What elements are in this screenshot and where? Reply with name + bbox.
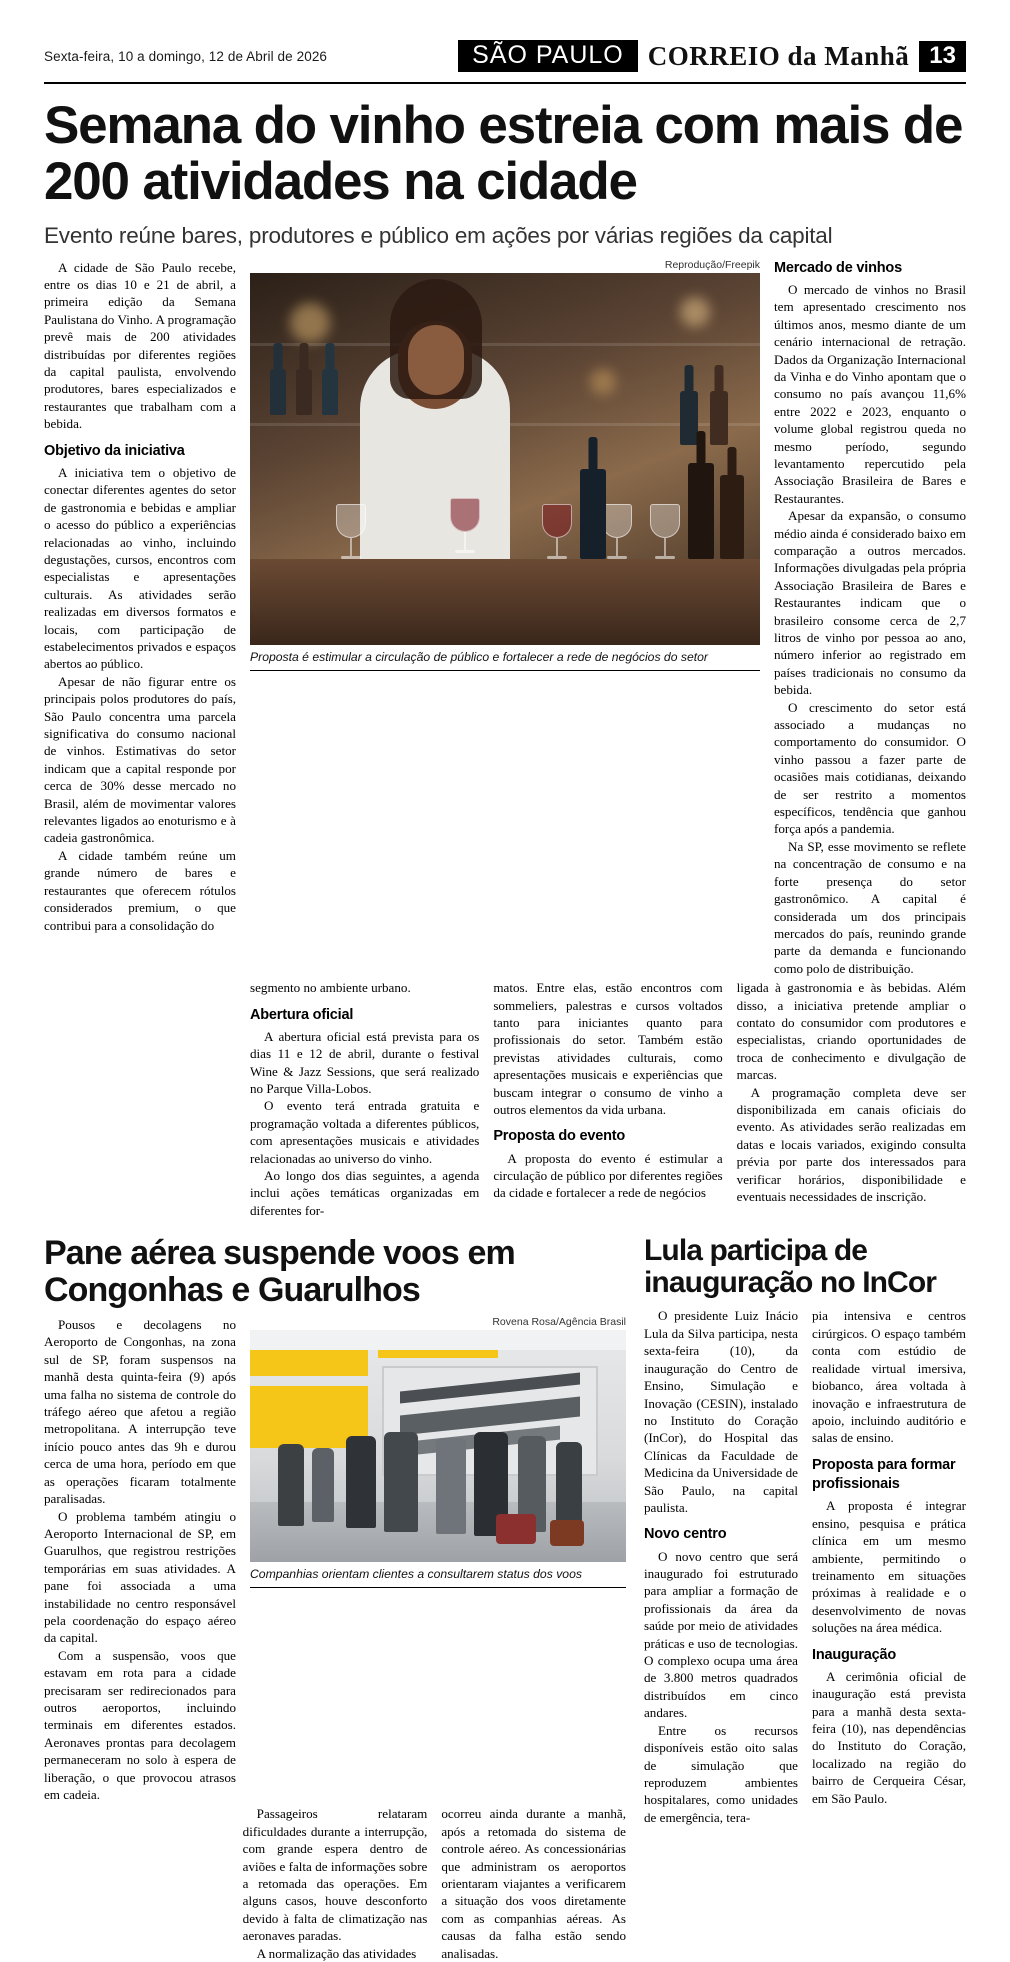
story3-headline: Lula participa de inauguração no InCor xyxy=(644,1234,937,1300)
paragraph: Apesar da expansão, o consumo médio ainda é considerado baixo em comparação a outros mercados. Informações divulgadas pela própria Associação Brasileira de Bares e Restaurantes indicam que o brasileiro consome cerca de 2,7 litros de vinho por pessoa ao ano, número inferior ao registrado em países tradicionais no consumo da bebida. xyxy=(774,508,966,698)
lead-column-2 xyxy=(250,979,479,1219)
story-pane-aerea xyxy=(44,1235,626,1962)
masthead-right xyxy=(458,40,966,72)
paragraph: O novo centro que será inaugurado foi estruturado para ampliar a formação de profissionais da área da saúde por meio de atividades práticas e uso de tecnologias. O complexo ocupa uma área de 3.800 metros quadrados distribuídos em cinco andares. xyxy=(644,1548,798,1721)
lead-top-grid xyxy=(44,259,966,978)
paragraph: O presidente Luiz Inácio Lula da Silva participa, nesta sexta-feira (10), da inauguração do Centro de Ensino, Simulação e Inovação (CESIN), instalado no Instituto do Coração (InCor), do Hospital das Clínicas da Faculdade de Medicina da Universidade de São Paulo, na capital paulista. xyxy=(644,1308,798,1515)
story2-column-3 xyxy=(441,1805,626,1962)
story2-bottom xyxy=(44,1805,626,1962)
paragraph: Entre os recursos disponíveis estão oito salas de simulação que reproduzem ambientes hospitalares, como unidades de emergência, tera- xyxy=(644,1722,798,1825)
photo-credit: Reprodução/Freepik xyxy=(664,258,760,271)
paragraph: Apesar de não figurar entre os principais polos produtores do país, São Paulo concentra uma parcela significativa do consumo nacional de vinhos. Estimativas do setor indicam que a capital responde por cerca de 30% desse mercado no Brasil, além de movimentar valores relevantes ligados ao enoturismo e à cadeia gastronômica. xyxy=(44,673,236,846)
lead-subhead: Evento reúne bares, produtores e público em ações por várias regiões da capital xyxy=(44,222,833,248)
masthead-divider xyxy=(44,82,966,84)
story3-column-1 xyxy=(644,1307,798,1826)
paragraph: A cidade também reúne um grande número de bares e restaurantes que oferecem rótulos considerados premium, o que contribui para a consolidação do xyxy=(44,847,236,933)
lead-column-1 xyxy=(44,259,236,978)
lead-column-3 xyxy=(493,979,722,1219)
lead-continuation xyxy=(250,979,966,1219)
subhead-proposta: Proposta do evento xyxy=(493,1128,626,1145)
subhead-novo-centro: Novo centro xyxy=(644,1526,727,1543)
paragraph: ocorreu ainda durante a manhã, após a retomada do sistema de controle aéreo. As concessionárias que administram os aeroportos orientaram viajantes a verificarem a situação dos voos diretamente com as companhias aéreas. As causas da falha estão sendo analisadas. xyxy=(441,1806,626,1961)
page-number-badge: 13 xyxy=(919,41,966,72)
photo-caption: Companhias orientam clientes a consultarem status dos voos xyxy=(250,1562,626,1588)
photo-caption: Proposta é estimular a circulação de público e fortalecer a rede de negócios do setor xyxy=(250,645,760,671)
lead-headline: Semana do vinho estreia com mais de 200 atividades na cidade xyxy=(44,96,963,212)
paragraph: A iniciativa tem o objetivo de conectar diferentes agentes do setor de gastronomia e bebidas e ampliar o acesso do público a experiências relacionadas ao vinho, incluindo degustações, cursos, encontros com especialistas e apresentações culturais. As atividades serão realizadas em diversos formatos e locais, com participação de estabelecimentos privados e espaços abertos ao público. xyxy=(44,464,236,672)
paper-title: CORREIO da Manhã xyxy=(647,40,910,71)
paragraph: Ao longo dos dias seguintes, a agenda inclui ações temáticas organizadas em diferentes for- xyxy=(250,1168,480,1218)
paragraph: A cerimônia oficial de inauguração está prevista para a manhã desta sexta-feira (10), nas dependências do Instituto do Coração, localizado na região do bairro de Cerqueira César, em São Paulo. xyxy=(812,1668,966,1806)
story3-column-2 xyxy=(812,1307,966,1826)
section-badge: SÃO PAULO xyxy=(458,40,638,72)
paragraph: pia intensiva e centros cirúrgicos. O espaço também conta com estúdio de realidade virtual imersiva, biobanco, área voltada à inovação e infraestrutura de apoio, incluindo auditório e salas de ensino. xyxy=(812,1308,966,1446)
story2-photo xyxy=(250,1330,626,1562)
lead-column-4 xyxy=(737,979,966,1219)
lead-column-5 xyxy=(774,259,966,978)
subhead-inauguracao: Inauguração xyxy=(812,1646,897,1663)
paragraph: A abertura oficial está prevista para os dias 11 e 12 de abril, durante o festival Wine & Jazz Sessions, que será realizado no Parque Villa-Lobos. xyxy=(250,1028,480,1097)
subhead-proposta-profissionais: Proposta para formar profissionais xyxy=(812,1456,956,1492)
paragraph: A normalização das atividades xyxy=(256,1945,417,1961)
story-lula-incor xyxy=(644,1235,966,1962)
subhead-objetivo: Objetivo da iniciativa xyxy=(44,442,185,459)
paragraph: O evento terá entrada gratuita e programação voltada a diferentes públicos, com apresentações musicais e atividades relacionadas ao universo do vinho. xyxy=(250,1098,480,1166)
paragraph: O problema também atingiu o Aeroporto Internacional de SP, em Guarulhos, que registrou restrições temporárias em suas atividades. A pane foi associada a uma instabilidade no centro responsável pela coordenação do espaço aéreo da capital. xyxy=(44,1508,236,1646)
lead-photo xyxy=(250,273,760,645)
lead-photo-block xyxy=(250,259,760,978)
paragraph: Pousos e decolagens no Aeroporto de Congonhas, na zona sul de SP, foram suspensos na manhã desta quinta-feira (9) após uma falha no sistema de controle do tráfego aéreo que afetou a região metropolitana. A interrupção teve início pouco antes das 9h e durou cerca de uma hora, período em que as operações ficaram totalmente paralisadas. xyxy=(44,1317,236,1507)
paragraph: A proposta é integrar ensino, pesquisa e prática clínica em um mesmo ambiente, permitindo o treinamento em situações próximas à realidade e o desenvolvimento de novas soluções na área médica. xyxy=(812,1498,966,1636)
story2-photo-block xyxy=(250,1316,626,1803)
lead-bottom-grid xyxy=(44,977,966,1219)
paragraph: A proposta do evento é estimular a circulação de público por diferentes regiões da cidade e fortalecer a rede de negócios xyxy=(493,1150,723,1201)
paragraph: segmento no ambiente urbano. xyxy=(250,980,411,996)
lower-section xyxy=(44,1235,966,1962)
story2-column-1 xyxy=(44,1316,236,1803)
story2-headline: Pane aérea suspende voos em Congonhas e Guarulhos xyxy=(44,1234,515,1309)
paragraph: Passageiros relataram dificuldades durante a interrupção, com grande espera dentro de aviões e falta de informações sobre a retomada das operações. Em alguns casos, houve desconforto devido à falta de climatização nas aeronaves paradas. xyxy=(242,1806,428,1944)
paragraph: O mercado de vinhos no Brasil tem apresentado crescimento nos últimos anos, mesmo diante de um cenário internacional de retração. Dados da Organização Internacional da Vinha e do Vinho apontam que o consumo no país avançou 11,6% entre 2022 e 2023, enquanto o volume global registrou queda no mesmo período, segundo levantamento repercutido pela Associação Brasileira de Bares e Restaurantes. xyxy=(774,281,966,506)
subhead-abertura: Abertura oficial xyxy=(250,1006,354,1023)
paragraph: A programação completa deve ser disponibilizada em canais oficiais do evento. As atividades serão realizadas em datas e locais variados, exigindo consulta prévia por parte dos interessados para verificar horários, disponibilidade e eventuais necessidades de inscrição. xyxy=(736,1084,966,1204)
paragraph: matos. Entre elas, estão encontros com sommeliers, palestras e cursos voltados tanto para iniciantes quanto para profissionais do setor. Também estão previstas atividades culturais, como apresentações musicais e experiências que buscam integrar o consumo de vinho a outros elementos da vida urbana. xyxy=(493,980,723,1117)
story3-columns xyxy=(644,1307,966,1826)
paragraph: A cidade de São Paulo recebe, entre os dias 10 e 21 de abril, a primeira edição da Semana Paulistana do Vinho. A programação prevê mais de 200 atividades distribuídas por diferentes regiões da capital paulista, envolvendo produtores, bares especializados e restaurantes que trabalham com a bebida. xyxy=(44,259,236,432)
story2-top xyxy=(44,1316,626,1803)
masthead xyxy=(44,40,966,78)
paragraph: Na SP, esse movimento se reflete na concentração de consumo e na forte presença do setor gastronômico. A capital é considerada um dos principais mercados do país, reunindo grande parte da demanda e funcionando como polo de distribuição. xyxy=(774,838,966,976)
paragraph: O crescimento do setor está associado a mudanças no comportamento do consumidor. O vinho passou a fazer parte de ocasiões mais cotidianas, deixando de ser restrito a momentos específicos, tendência que ganhou força após a pandemia. xyxy=(774,699,966,837)
subhead-mercado: Mercado de vinhos xyxy=(774,259,902,276)
paragraph: Com a suspensão, voos que estavam em rota para a cidade precisaram ser redirecionados para outros aeroportos, incluindo terminais em diferentes estados. Aeronaves prontas para decolagem permaneceram no solo à espera de liberação, o que provocou atrasos em cadeia. xyxy=(44,1647,236,1802)
photo-credit: Rovena Rosa/Agência Brasil xyxy=(492,1316,626,1329)
story2-column-2 xyxy=(243,1805,428,1962)
paragraph: ligada à gastronomia e às bebidas. Além disso, a iniciativa pretende ampliar o contato do consumidor com produtores e especialistas, criando oportunidades de troca de conhecimento e divulgação de marcas. xyxy=(736,980,966,1083)
issue-date: Sexta-feira, 10 a domingo, 12 de Abril de 2026 xyxy=(44,48,328,64)
